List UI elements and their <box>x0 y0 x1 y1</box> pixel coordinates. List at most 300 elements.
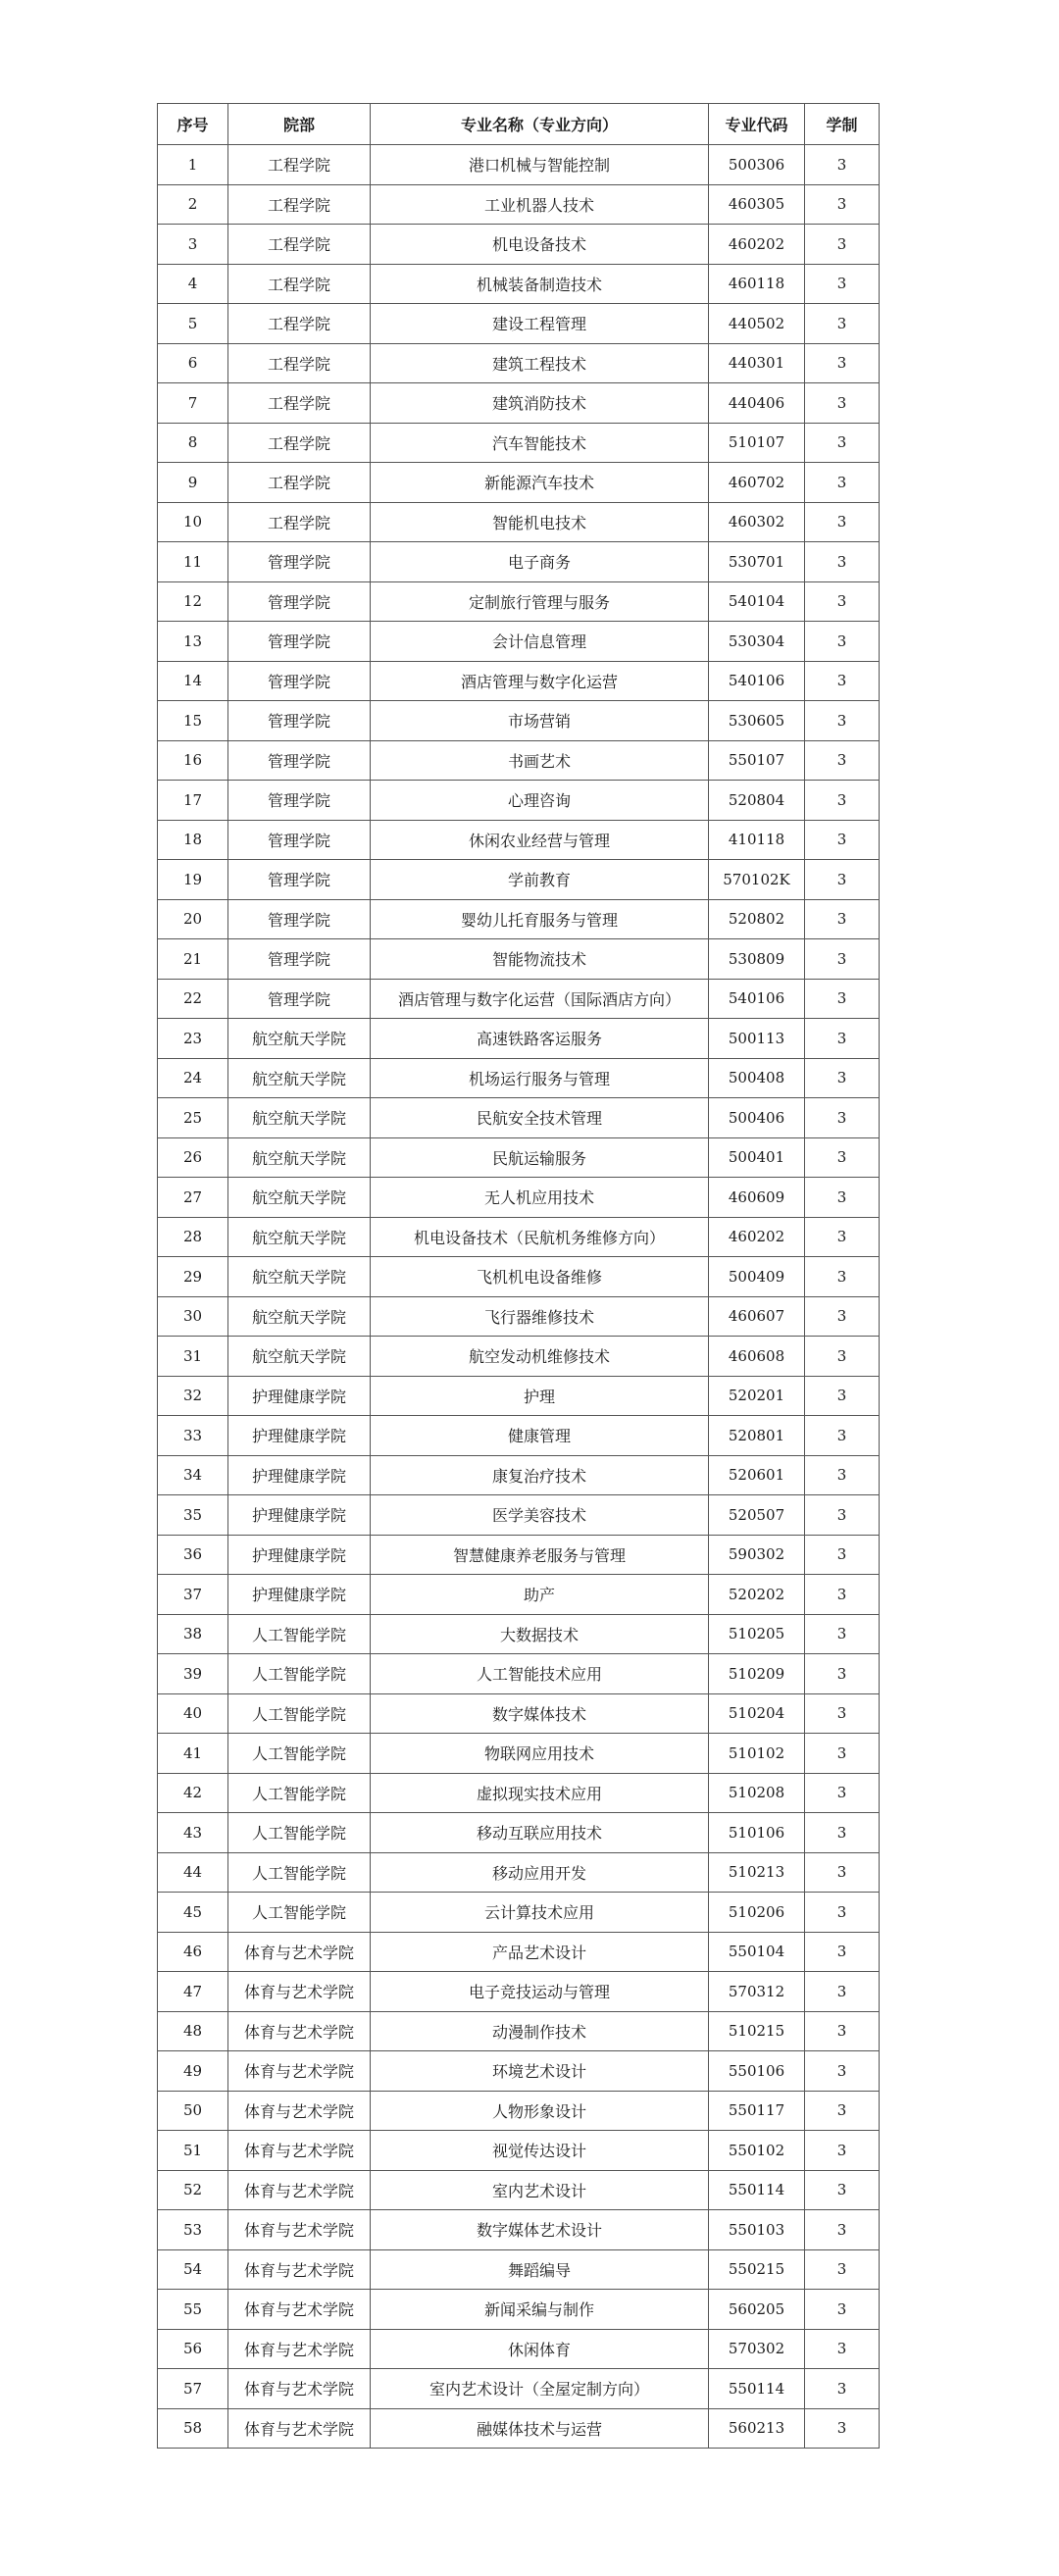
cell-code: 460302 <box>709 502 805 542</box>
cell-index: 16 <box>158 740 228 781</box>
cell-years: 3 <box>805 304 880 344</box>
cell-code: 460608 <box>709 1337 805 1377</box>
cell-index: 24 <box>158 1058 228 1098</box>
cell-index: 30 <box>158 1296 228 1337</box>
cell-major: 室内艺术设计（全屋定制方向） <box>371 2369 709 2409</box>
cell-code: 510107 <box>709 423 805 463</box>
cell-major: 学前教育 <box>371 860 709 900</box>
cell-years: 3 <box>805 1376 880 1416</box>
cell-major: 飞行器维修技术 <box>371 1296 709 1337</box>
table-row <box>158 1217 880 1257</box>
cell-index: 31 <box>158 1337 228 1377</box>
cell-department: 航空航天学院 <box>228 1257 371 1297</box>
cell-code: 550114 <box>709 2369 805 2409</box>
table-row <box>158 581 880 622</box>
cell-years: 3 <box>805 2290 880 2330</box>
cell-department: 航空航天学院 <box>228 1137 371 1178</box>
cell-department: 护理健康学院 <box>228 1455 371 1495</box>
cell-major: 数字媒体技术 <box>371 1693 709 1734</box>
cell-major: 机械装备制造技术 <box>371 264 709 304</box>
cell-years: 3 <box>805 2131 880 2171</box>
cell-index: 53 <box>158 2210 228 2250</box>
cell-index: 35 <box>158 1495 228 1536</box>
cell-major: 新能源汽车技术 <box>371 463 709 503</box>
table-header-row <box>158 104 880 145</box>
cell-department: 人工智能学院 <box>228 1693 371 1734</box>
cell-years: 3 <box>805 1337 880 1377</box>
cell-major: 机场运行服务与管理 <box>371 1058 709 1098</box>
cell-years: 3 <box>805 781 880 821</box>
table-row <box>158 820 880 860</box>
cell-years: 3 <box>805 2051 880 2092</box>
cell-department: 航空航天学院 <box>228 1296 371 1337</box>
cell-department: 航空航天学院 <box>228 1019 371 1059</box>
cell-index: 50 <box>158 2091 228 2131</box>
cell-years: 3 <box>805 1693 880 1734</box>
cell-years: 3 <box>805 264 880 304</box>
cell-code: 440406 <box>709 383 805 424</box>
table-row <box>158 1972 880 2012</box>
cell-code: 550104 <box>709 1932 805 1972</box>
cell-index: 19 <box>158 860 228 900</box>
cell-department: 护理健康学院 <box>228 1535 371 1575</box>
cell-major: 动漫制作技术 <box>371 2011 709 2051</box>
cell-department: 体育与艺术学院 <box>228 2210 371 2250</box>
table-row <box>158 1614 880 1654</box>
cell-major: 云计算技术应用 <box>371 1893 709 1933</box>
cell-code: 460609 <box>709 1178 805 1218</box>
cell-years: 3 <box>805 502 880 542</box>
cell-department: 体育与艺术学院 <box>228 2011 371 2051</box>
cell-major: 高速铁路客运服务 <box>371 1019 709 1059</box>
cell-index: 9 <box>158 463 228 503</box>
cell-major: 智能物流技术 <box>371 939 709 980</box>
cell-index: 28 <box>158 1217 228 1257</box>
cell-years: 3 <box>805 2329 880 2369</box>
cell-major: 人工智能技术应用 <box>371 1654 709 1694</box>
table-row <box>158 899 880 939</box>
table-row <box>158 1495 880 1536</box>
cell-code: 510215 <box>709 2011 805 2051</box>
cell-years: 3 <box>805 1178 880 1218</box>
cell-index: 39 <box>158 1654 228 1694</box>
cell-department: 人工智能学院 <box>228 1614 371 1654</box>
table-row <box>158 2011 880 2051</box>
cell-code: 550114 <box>709 2170 805 2210</box>
table-row <box>158 1852 880 1893</box>
cell-years: 3 <box>805 1535 880 1575</box>
cell-department: 人工智能学院 <box>228 1773 371 1813</box>
cell-code: 460118 <box>709 264 805 304</box>
cell-index: 57 <box>158 2369 228 2409</box>
cell-years: 3 <box>805 2369 880 2409</box>
table-row <box>158 542 880 582</box>
table-row <box>158 2369 880 2409</box>
cell-major: 飞机机电设备维修 <box>371 1257 709 1297</box>
cell-years: 3 <box>805 1296 880 1337</box>
cell-index: 3 <box>158 225 228 265</box>
cell-code: 410118 <box>709 820 805 860</box>
cell-index: 5 <box>158 304 228 344</box>
cell-index: 52 <box>158 2170 228 2210</box>
cell-code: 520202 <box>709 1575 805 1615</box>
header-major: 专业名称（专业方向） <box>371 104 709 145</box>
table-row <box>158 1813 880 1853</box>
cell-major: 民航安全技术管理 <box>371 1098 709 1138</box>
cell-department: 体育与艺术学院 <box>228 2290 371 2330</box>
table-row <box>158 1932 880 1972</box>
cell-department: 管理学院 <box>228 661 371 701</box>
cell-code: 510213 <box>709 1852 805 1893</box>
table-row <box>158 1455 880 1495</box>
cell-department: 工程学院 <box>228 502 371 542</box>
cell-major: 休闲体育 <box>371 2329 709 2369</box>
cell-department: 管理学院 <box>228 979 371 1019</box>
cell-department: 体育与艺术学院 <box>228 2091 371 2131</box>
table-row <box>158 1337 880 1377</box>
table-row <box>158 2170 880 2210</box>
table-row <box>158 304 880 344</box>
cell-major: 书画艺术 <box>371 740 709 781</box>
table-row <box>158 225 880 265</box>
cell-code: 560213 <box>709 2408 805 2449</box>
cell-department: 工程学院 <box>228 184 371 225</box>
cell-major: 医学美容技术 <box>371 1495 709 1536</box>
cell-code: 510106 <box>709 1813 805 1853</box>
cell-department: 人工智能学院 <box>228 1852 371 1893</box>
cell-major: 虚拟现实技术应用 <box>371 1773 709 1813</box>
cell-code: 530809 <box>709 939 805 980</box>
cell-department: 工程学院 <box>228 383 371 424</box>
cell-index: 4 <box>158 264 228 304</box>
cell-years: 3 <box>805 661 880 701</box>
table-row <box>158 2091 880 2131</box>
table-row <box>158 1178 880 1218</box>
cell-code: 520802 <box>709 899 805 939</box>
cell-major: 环境艺术设计 <box>371 2051 709 2092</box>
cell-years: 3 <box>805 1893 880 1933</box>
cell-department: 管理学院 <box>228 740 371 781</box>
cell-code: 510102 <box>709 1734 805 1774</box>
cell-code: 550102 <box>709 2131 805 2171</box>
cell-code: 520507 <box>709 1495 805 1536</box>
cell-years: 3 <box>805 463 880 503</box>
cell-department: 管理学院 <box>228 622 371 662</box>
cell-department: 管理学院 <box>228 820 371 860</box>
cell-years: 3 <box>805 2408 880 2449</box>
cell-index: 21 <box>158 939 228 980</box>
cell-code: 550215 <box>709 2249 805 2290</box>
cell-department: 人工智能学院 <box>228 1893 371 1933</box>
cell-index: 41 <box>158 1734 228 1774</box>
cell-major: 航空发动机维修技术 <box>371 1337 709 1377</box>
cell-department: 航空航天学院 <box>228 1098 371 1138</box>
table-row <box>158 740 880 781</box>
cell-department: 体育与艺术学院 <box>228 2051 371 2092</box>
cell-department: 航空航天学院 <box>228 1337 371 1377</box>
cell-years: 3 <box>805 899 880 939</box>
table-row <box>158 661 880 701</box>
cell-years: 3 <box>805 1614 880 1654</box>
cell-code: 460202 <box>709 1217 805 1257</box>
cell-index: 47 <box>158 1972 228 2012</box>
table-row <box>158 1058 880 1098</box>
table-row <box>158 1098 880 1138</box>
cell-major: 休闲农业经营与管理 <box>371 820 709 860</box>
cell-index: 2 <box>158 184 228 225</box>
cell-code: 460702 <box>709 463 805 503</box>
cell-major: 汽车智能技术 <box>371 423 709 463</box>
table-row <box>158 622 880 662</box>
cell-major: 市场营销 <box>371 701 709 741</box>
table-row <box>158 1773 880 1813</box>
cell-major: 酒店管理与数字化运营（国际酒店方向） <box>371 979 709 1019</box>
cell-code: 520801 <box>709 1416 805 1456</box>
cell-code: 510206 <box>709 1893 805 1933</box>
cell-index: 27 <box>158 1178 228 1218</box>
cell-department: 体育与艺术学院 <box>228 1972 371 2012</box>
cell-major: 机电设备技术（民航机务维修方向） <box>371 1217 709 1257</box>
cell-department: 体育与艺术学院 <box>228 2329 371 2369</box>
cell-years: 3 <box>805 383 880 424</box>
cell-code: 520201 <box>709 1376 805 1416</box>
cell-major: 康复治疗技术 <box>371 1455 709 1495</box>
table-row <box>158 1693 880 1734</box>
cell-department: 管理学院 <box>228 939 371 980</box>
cell-index: 45 <box>158 1893 228 1933</box>
cell-index: 20 <box>158 899 228 939</box>
cell-years: 3 <box>805 581 880 622</box>
table-row <box>158 2290 880 2330</box>
cell-department: 航空航天学院 <box>228 1058 371 1098</box>
cell-index: 7 <box>158 383 228 424</box>
table-row <box>158 1019 880 1059</box>
cell-years: 3 <box>805 860 880 900</box>
cell-years: 3 <box>805 1852 880 1893</box>
cell-major: 婴幼儿托育服务与管理 <box>371 899 709 939</box>
cell-years: 3 <box>805 1019 880 1059</box>
cell-code: 550106 <box>709 2051 805 2092</box>
cell-code: 530605 <box>709 701 805 741</box>
table-row <box>158 1893 880 1933</box>
table-row <box>158 423 880 463</box>
cell-index: 29 <box>158 1257 228 1297</box>
cell-code: 500401 <box>709 1137 805 1178</box>
header-department: 院部 <box>228 104 371 145</box>
cell-years: 3 <box>805 1654 880 1694</box>
cell-code: 520804 <box>709 781 805 821</box>
cell-major: 舞蹈编导 <box>371 2249 709 2290</box>
cell-index: 54 <box>158 2249 228 2290</box>
cell-major: 物联网应用技术 <box>371 1734 709 1774</box>
cell-major: 移动互联应用技术 <box>371 1813 709 1853</box>
cell-department: 体育与艺术学院 <box>228 2369 371 2409</box>
cell-major: 数字媒体艺术设计 <box>371 2210 709 2250</box>
cell-major: 建设工程管理 <box>371 304 709 344</box>
cell-code: 530701 <box>709 542 805 582</box>
cell-major: 酒店管理与数字化运营 <box>371 661 709 701</box>
table-row <box>158 502 880 542</box>
cell-code: 550103 <box>709 2210 805 2250</box>
table-row <box>158 979 880 1019</box>
cell-years: 3 <box>805 542 880 582</box>
table-row <box>158 184 880 225</box>
cell-code: 500306 <box>709 145 805 185</box>
cell-department: 航空航天学院 <box>228 1217 371 1257</box>
cell-major: 电子商务 <box>371 542 709 582</box>
table-row <box>158 145 880 185</box>
cell-code: 570102K <box>709 860 805 900</box>
cell-index: 15 <box>158 701 228 741</box>
cell-years: 3 <box>805 1058 880 1098</box>
cell-code: 540106 <box>709 661 805 701</box>
cell-index: 11 <box>158 542 228 582</box>
table-row <box>158 2051 880 2092</box>
header-years: 学制 <box>805 104 880 145</box>
cell-department: 工程学院 <box>228 145 371 185</box>
cell-code: 500113 <box>709 1019 805 1059</box>
cell-years: 3 <box>805 1137 880 1178</box>
cell-major: 大数据技术 <box>371 1614 709 1654</box>
table-row <box>158 1296 880 1337</box>
cell-index: 13 <box>158 622 228 662</box>
cell-major: 无人机应用技术 <box>371 1178 709 1218</box>
header-index: 序号 <box>158 104 228 145</box>
cell-years: 3 <box>805 1773 880 1813</box>
cell-department: 管理学院 <box>228 781 371 821</box>
cell-major: 视觉传达设计 <box>371 2131 709 2171</box>
cell-years: 3 <box>805 1455 880 1495</box>
cell-years: 3 <box>805 145 880 185</box>
cell-index: 22 <box>158 979 228 1019</box>
cell-years: 3 <box>805 820 880 860</box>
cell-index: 55 <box>158 2290 228 2330</box>
cell-code: 540104 <box>709 581 805 622</box>
cell-major: 民航运输服务 <box>371 1137 709 1178</box>
cell-index: 8 <box>158 423 228 463</box>
cell-years: 3 <box>805 343 880 383</box>
cell-index: 18 <box>158 820 228 860</box>
cell-major: 机电设备技术 <box>371 225 709 265</box>
cell-code: 510209 <box>709 1654 805 1694</box>
cell-major: 建筑工程技术 <box>371 343 709 383</box>
cell-major: 电子竞技运动与管理 <box>371 1972 709 2012</box>
cell-major: 室内艺术设计 <box>371 2170 709 2210</box>
cell-code: 510205 <box>709 1614 805 1654</box>
cell-years: 3 <box>805 1972 880 2012</box>
cell-major: 人物形象设计 <box>371 2091 709 2131</box>
cell-department: 工程学院 <box>228 463 371 503</box>
table-row <box>158 939 880 980</box>
cell-major: 心理咨询 <box>371 781 709 821</box>
cell-code: 550117 <box>709 2091 805 2131</box>
cell-major: 产品艺术设计 <box>371 1932 709 1972</box>
table-row <box>158 264 880 304</box>
cell-index: 12 <box>158 581 228 622</box>
cell-years: 3 <box>805 2091 880 2131</box>
cell-index: 38 <box>158 1614 228 1654</box>
cell-index: 25 <box>158 1098 228 1138</box>
cell-code: 540106 <box>709 979 805 1019</box>
cell-years: 3 <box>805 423 880 463</box>
cell-index: 17 <box>158 781 228 821</box>
cell-years: 3 <box>805 2249 880 2290</box>
cell-major: 助产 <box>371 1575 709 1615</box>
cell-years: 3 <box>805 2011 880 2051</box>
cell-department: 人工智能学院 <box>228 1813 371 1853</box>
cell-years: 3 <box>805 1098 880 1138</box>
table-row <box>158 1257 880 1297</box>
cell-index: 6 <box>158 343 228 383</box>
cell-code: 500406 <box>709 1098 805 1138</box>
cell-department: 管理学院 <box>228 899 371 939</box>
cell-index: 33 <box>158 1416 228 1456</box>
cell-code: 520601 <box>709 1455 805 1495</box>
cell-years: 3 <box>805 939 880 980</box>
cell-major: 港口机械与智能控制 <box>371 145 709 185</box>
cell-code: 550107 <box>709 740 805 781</box>
table-row <box>158 1575 880 1615</box>
cell-major: 智慧健康养老服务与管理 <box>371 1535 709 1575</box>
cell-department: 管理学院 <box>228 542 371 582</box>
table-row <box>158 1137 880 1178</box>
cell-department: 护理健康学院 <box>228 1416 371 1456</box>
cell-department: 工程学院 <box>228 304 371 344</box>
table-row <box>158 701 880 741</box>
cell-years: 3 <box>805 1257 880 1297</box>
cell-department: 体育与艺术学院 <box>228 2131 371 2171</box>
cell-department: 工程学院 <box>228 225 371 265</box>
cell-department: 管理学院 <box>228 581 371 622</box>
cell-code: 500408 <box>709 1058 805 1098</box>
table-row <box>158 860 880 900</box>
cell-index: 23 <box>158 1019 228 1059</box>
cell-major: 护理 <box>371 1376 709 1416</box>
cell-index: 10 <box>158 502 228 542</box>
cell-code: 530304 <box>709 622 805 662</box>
cell-code: 460305 <box>709 184 805 225</box>
cell-years: 3 <box>805 1217 880 1257</box>
cell-index: 14 <box>158 661 228 701</box>
cell-code: 570302 <box>709 2329 805 2369</box>
cell-department: 体育与艺术学院 <box>228 2249 371 2290</box>
cell-index: 49 <box>158 2051 228 2092</box>
cell-years: 3 <box>805 1575 880 1615</box>
cell-major: 融媒体技术与运营 <box>371 2408 709 2449</box>
cell-department: 管理学院 <box>228 701 371 741</box>
cell-index: 32 <box>158 1376 228 1416</box>
table-row <box>158 1734 880 1774</box>
cell-years: 3 <box>805 622 880 662</box>
table-row <box>158 2210 880 2250</box>
cell-index: 46 <box>158 1932 228 1972</box>
cell-index: 51 <box>158 2131 228 2171</box>
cell-index: 26 <box>158 1137 228 1178</box>
cell-years: 3 <box>805 1932 880 1972</box>
cell-index: 43 <box>158 1813 228 1853</box>
cell-code: 460202 <box>709 225 805 265</box>
cell-department: 管理学院 <box>228 860 371 900</box>
majors-table <box>157 103 880 2449</box>
cell-major: 建筑消防技术 <box>371 383 709 424</box>
cell-years: 3 <box>805 225 880 265</box>
cell-major: 移动应用开发 <box>371 1852 709 1893</box>
cell-index: 1 <box>158 145 228 185</box>
cell-index: 40 <box>158 1693 228 1734</box>
cell-code: 500409 <box>709 1257 805 1297</box>
cell-department: 航空航天学院 <box>228 1178 371 1218</box>
table-row <box>158 2249 880 2290</box>
